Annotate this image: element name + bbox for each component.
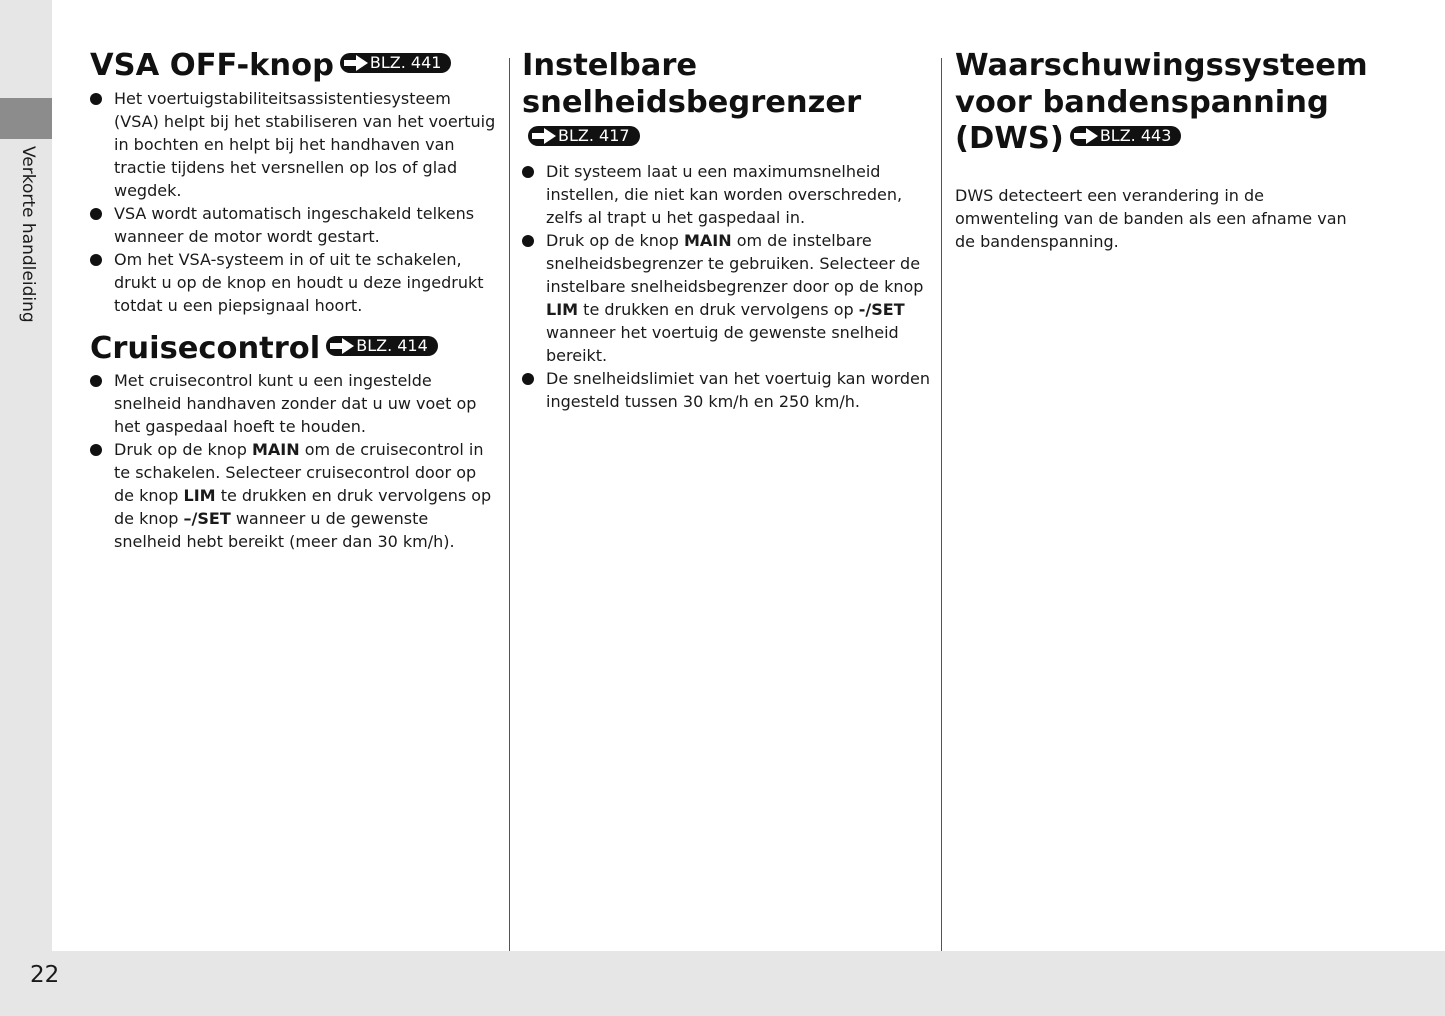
dws-description: DWS detecteert een verandering in de omwenteling van de banden als een afname van de bandenspanning. [955, 185, 1347, 251]
list-item: Om het VSA-systeem in of uit te schakelen, drukt u op de knop en houdt u deze ingedrukt totdat u een piepsignaal hoort. [90, 248, 500, 317]
section-tab-marker [0, 98, 52, 139]
column-right [955, 48, 1368, 253]
list-item: Het voertuigstabiliteitsassistentiesysteem (VSA) helpt bij het stabiliseren van het voertuig in bochten en helpt bij het handhaven van tractie tijdens het versnellen op los of glad wegdek. [90, 87, 500, 202]
page-reference-link[interactable]: BLZ. 414 [326, 336, 438, 356]
arrow-right-icon [544, 128, 556, 144]
list-item: Dit systeem laat u een maximumsnelheid instellen, die niet kan worden overschreden, zelfs al trapt u het gaspedaal in. [522, 160, 934, 229]
vsa-bullet-list [90, 87, 500, 317]
list-item: Druk op de knop MAIN om de cruisecontrol in te schakelen. Selecteer cruisecontrol door op de knop LIM te drukken en druk vervolgens op de knop –/SET wanneer u de gewenste snelheid hebt bereikt (meer dan 30 km/h). [90, 438, 500, 553]
cruise-bullet-list [90, 369, 500, 553]
arrow-right-icon [356, 55, 368, 71]
heading-vsa-off: VSA OFF-knop BLZ. 441 [90, 48, 500, 85]
list-item: VSA wordt automatisch ingeschakeld telkens wanneer de motor wordt gestart. [90, 202, 500, 248]
list-item: De snelheidslimiet van het voertuig kan worden ingesteld tussen 30 km/h en 250 km/h. [522, 367, 934, 413]
page-reference-link[interactable]: BLZ. 443 [1070, 126, 1182, 146]
page-reference-link[interactable]: BLZ. 441 [340, 53, 452, 73]
arrow-right-icon [1086, 128, 1098, 144]
column-middle [522, 48, 934, 413]
column-left [90, 48, 500, 553]
list-item: Druk op de knop MAIN om de instelbare snelheidsbegrenzer te gebruiken. Selecteer de instelbare snelheidsbegrenzer door op de knop LIM te drukken en druk vervolgens op -/SET wanneer het voertuig de gewenste snelheid bereikt. [522, 229, 934, 367]
heading-speed-limiter: Instelbare snelheidsbegrenzer BLZ. 417 [522, 48, 862, 145]
page-number: 22 [30, 962, 60, 988]
page-reference-link[interactable]: BLZ. 417 [528, 126, 640, 146]
section-side-label: Verkorte handleiding [18, 146, 38, 323]
arrow-right-icon [342, 338, 354, 354]
limiter-bullet-list [522, 160, 934, 413]
column-divider [509, 58, 510, 951]
heading-cruisecontrol: Cruisecontrol BLZ. 414 [90, 331, 500, 368]
column-divider [941, 58, 942, 951]
heading-dws: Waarschuwingssysteem voor bandenspanning (DWS) BLZ. 443 [955, 48, 1368, 156]
list-item: Met cruisecontrol kunt u een ingestelde snelheid handhaven zonder dat u uw voet op het gaspedaal hoeft te houden. [90, 369, 500, 438]
